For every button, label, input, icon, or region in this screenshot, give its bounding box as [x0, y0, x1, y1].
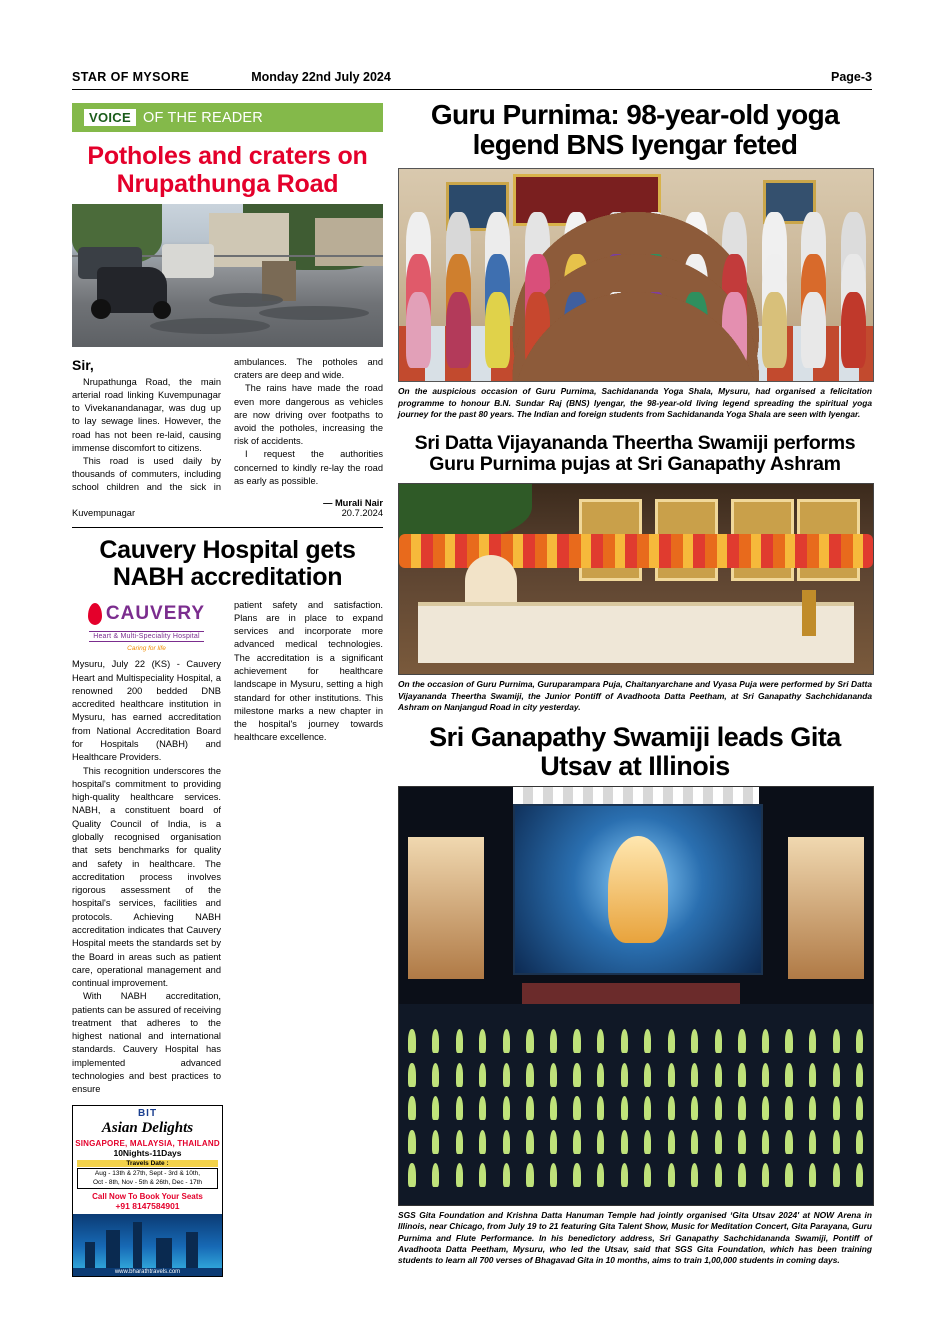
- guru-photo: [398, 168, 874, 382]
- cauvery-para-1: Mysuru, July 22 (KS) - Cauvery Heart and Multispeciality Hospital, a renowned 200 bedded DNB accredited healthcare institution in Mysuru, has earned accreditation from National Accreditation Board for Hospitals (NABH) and Healthcare Providers.: [72, 659, 221, 763]
- asian-delights-ad[interactable]: [72, 1105, 223, 1278]
- cauvery-logo: [72, 603, 221, 653]
- datta-headline: Sri Datta Vijayananda Theertha Swamiji performs Guru Purnima pujas at Sri Ganapathy Ashram: [414, 431, 856, 476]
- cauvery-flame-icon: [88, 603, 102, 625]
- voice-para-2: This road is used daily by thousands of commuters, including school children and the sick in ambulances. The potholes and craters are deep and wide.: [72, 357, 383, 493]
- masthead-rule: [72, 89, 872, 90]
- cauvery-body: [72, 599, 383, 1278]
- cauvery-logo-sub: Heart & Multi-Speciality Hospital: [89, 631, 204, 642]
- cauvery-headline: Cauvery Hospital gets NABH accreditation: [99, 535, 356, 592]
- left-column: [72, 103, 383, 1277]
- voice-sign-name: — Murali Nair: [323, 497, 383, 508]
- ad-skyline-image: [73, 1214, 222, 1268]
- voice-salutation: Sir,: [72, 357, 94, 373]
- gita-photo: [398, 786, 874, 1206]
- ad-dates-header: Travels Date :: [77, 1160, 218, 1167]
- voice-sign-date: 20.7.2024: [341, 507, 383, 518]
- right-column: [398, 100, 872, 1267]
- ad-duration: 10Nights-11Days: [113, 1147, 182, 1158]
- gita-caption: SGS Gita Foundation and Krishna Datta Hanuman Temple had jointly organised ‘Gita Utsav 2024' at NOW Arena in Illinois, near Chicago, from July 19 to 21 featuring Gita Talent Show, Music for Meditation Concert, Gita Parayana, Guru Purnima and Flute Performance. In his benedictory address, Sri Ganapathy Sachchidananda Swamiji, Pontiff of Avadhoota Datta Peetham, Mysuru, who led the Utsav, said that SGS Gita Foundation, which has been training students to learn all 700 verses of Bhagavad Gita in 10 months, aims to train 1,00,000 students in coming days.: [398, 1209, 872, 1266]
- ad-phone[interactable]: +91 8147584901: [115, 1201, 180, 1212]
- guru-headline: Guru Purnima: 98-year-old yoga legend BNS Iyengar feted: [430, 99, 840, 161]
- ad-url[interactable]: www.bharathtravels.com: [73, 1268, 222, 1276]
- cauvery-logo-tagline: Caring for life: [127, 645, 166, 653]
- voice-sign-place: Kuvempunagar: [72, 507, 136, 518]
- voice-para-3: The rains have made the road even more dangerous as vehicles are now driving over footpaths to avoid the potholes, increasing the risk of accidents.: [234, 383, 383, 447]
- voice-of-reader-banner: [72, 103, 383, 132]
- voice-para-4: I request the authorities concerned to kindly re-lay the road as early as possible.: [234, 449, 383, 486]
- ad-cta[interactable]: Call Now To Book Your Seats: [92, 1192, 203, 1202]
- ad-dates-line-1: Aug - 13th & 27th, Sept - 3rd & 10th,: [94, 1169, 201, 1177]
- gita-headline: Sri Ganapathy Swamiji leads Gita Utsav at Illinois: [429, 722, 841, 781]
- voice-banner-word: VOICE: [84, 109, 136, 126]
- cauvery-para-4: patient safety and satisfaction. Plans are in place to expand services and incorporate more advanced medical technologies. The accreditation is a significant achievement for healthcare landscape in Mysuru, setting a high standard for other institutions. This milestone marks a new chapter in the hospital's journey towards healthcare excellence.: [234, 599, 383, 743]
- ad-logo: BIT: [137, 1107, 158, 1119]
- cauvery-para-2: This recognition underscores the hospital's commitment to providing high-quality healthcare services. NABH, a constituent board of Quality Council of India, is a globally recognised organisation that sets benchmarks for quality and safety in healthcare. The accreditation process involves rigorous assessment of the hospital's services, facilities and protocols. Achieving NABH accreditation indicates that Cauvery Hospital meets the standards set by the Board in areas such as patient care, operational management and continual improvement.: [72, 765, 221, 989]
- guru-caption: On the auspicious occasion of Guru Purnima, Sachidananda Yoga Shala, Mysuru, had organised a felicitation programme to honour B.N. Sundar Raj (BNS) Iyengar, the 98-year-old living legend spreading the spiritual yoga journey for the past 80 years. The Indian and foreign students from Sachidananda Yoga Shala are seen with Iyengar.: [398, 386, 872, 420]
- masthead: [72, 70, 872, 90]
- issue-date: Monday 22nd July 2024: [251, 70, 391, 84]
- cauvery-logo-name: CAUVERY: [105, 602, 206, 624]
- voice-body: [72, 356, 383, 495]
- ad-countries: SINGAPORE, MALAYSIA, THAILAND: [75, 1138, 220, 1148]
- voice-headline: Potholes and craters on Nrupathunga Road: [87, 142, 368, 198]
- ad-dates-line-2: Oct - 8th, Nov - 5th & 26th, Dec - 17th: [92, 1179, 203, 1187]
- page-number: Page-3: [831, 70, 872, 84]
- road-photo: [72, 204, 383, 347]
- datta-caption: On the occasion of Guru Purnima, Guruparampara Puja, Chaitanyarchane and Vyasa Puja were performed by Sri Datta Vijayananda Theertha Swamiji, the Junior Pontiff of Avadhoota Datta Peetham, at Sri Ganapathy Sachchidananda Ashram on Nanjangud Road in city yesterday.: [398, 679, 872, 712]
- section-divider: [72, 527, 383, 528]
- voice-para-1: Nrupathunga Road, the main arterial road linking Kuvempunagar to Vivekanandanagar, was dug up to lay sewage lines. However, the road has not been re-laid, causing immense discomfort to citizens.: [72, 376, 221, 453]
- cauvery-para-3: With NABH accreditation, patients can be assured of receiving treatment that adheres to the highest national and international standards. Cauvery Hospital has implemented advanced technologies and best practices to ensure: [72, 991, 221, 1095]
- paper-title: STAR OF MYSORE: [72, 70, 190, 84]
- datta-photo: [398, 483, 874, 675]
- voice-banner-rest: OF THE READER: [142, 109, 263, 126]
- ad-title: Asian Delights: [101, 1119, 194, 1136]
